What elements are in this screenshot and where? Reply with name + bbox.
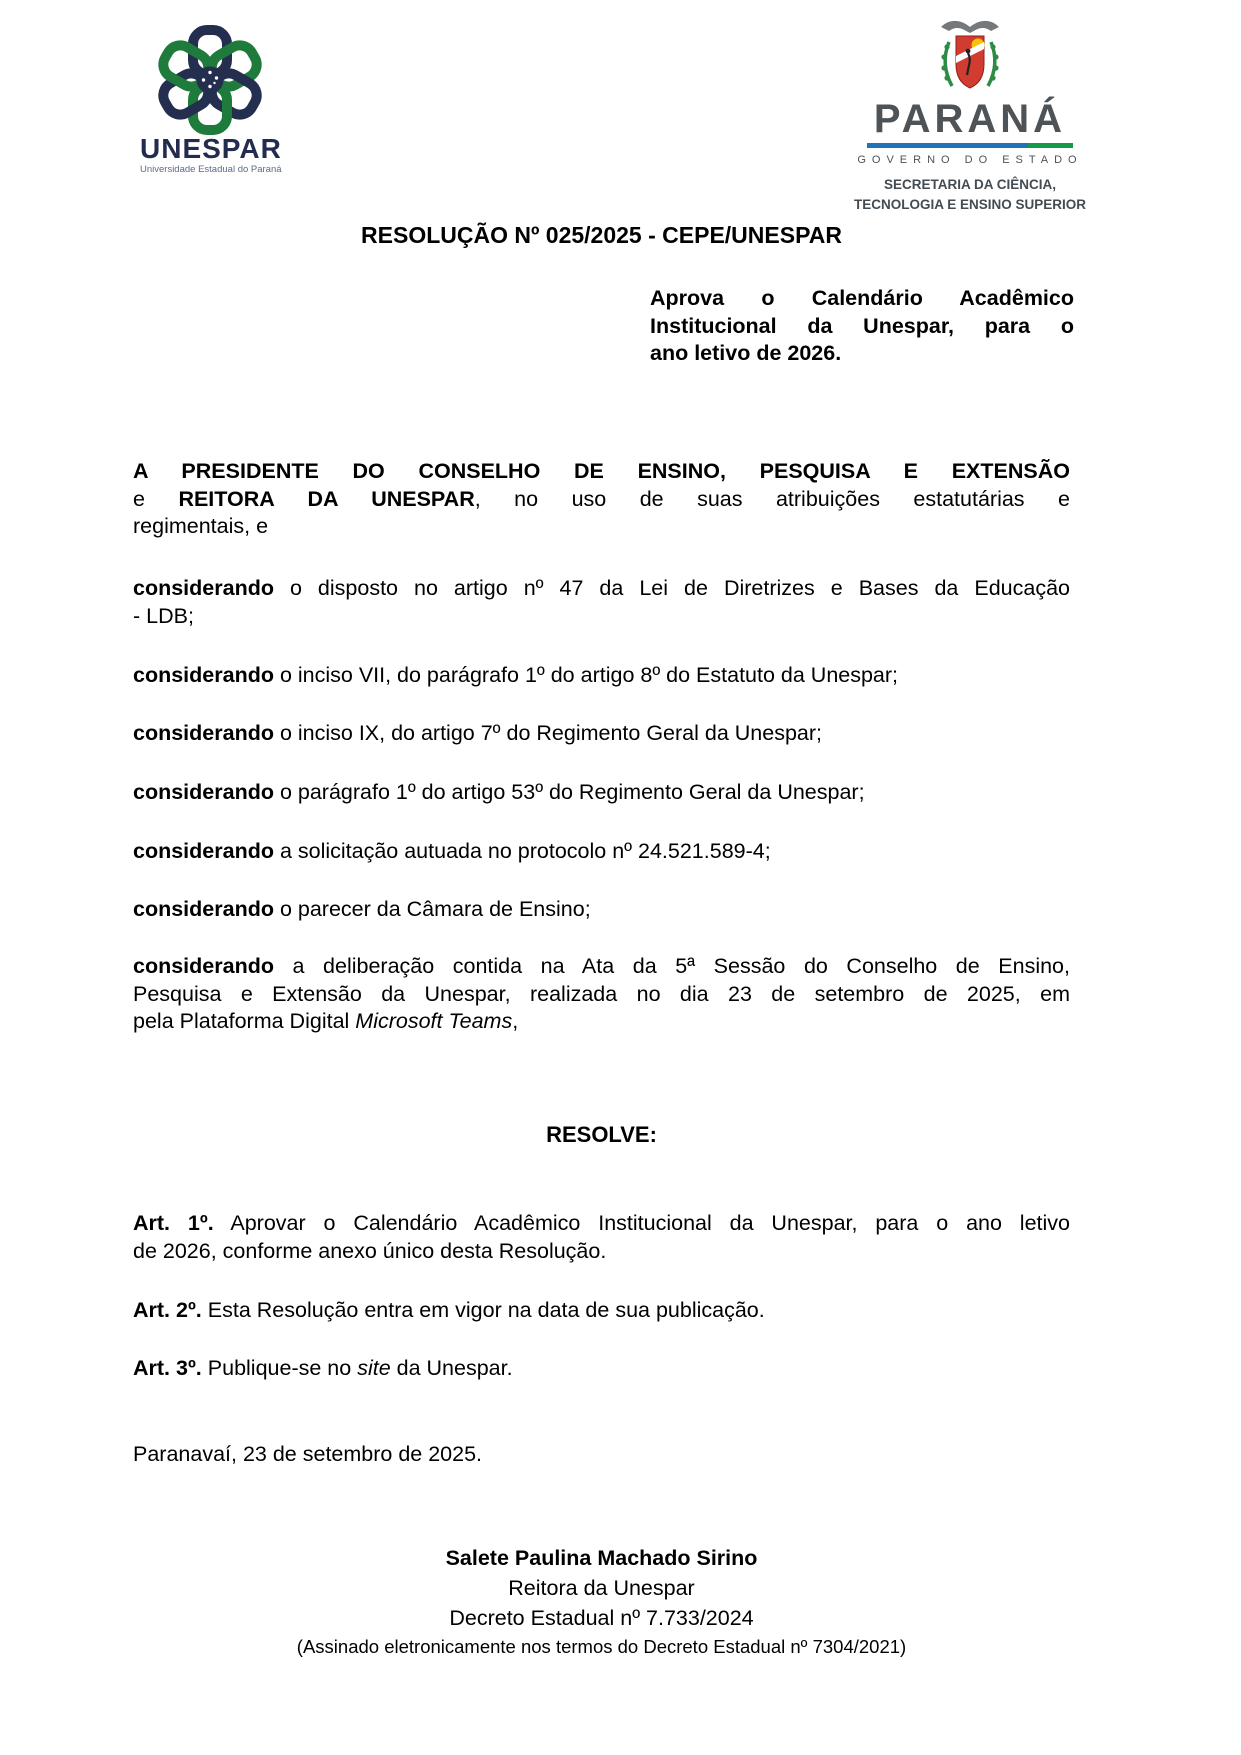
- resolution-title: RESOLUÇÃO Nº 025/2025 - CEPE/UNESPAR: [361, 222, 842, 248]
- consideration-paragraph-3: considerando o inciso IX, do artigo 7º do Regimento Geral da Unespar;: [133, 721, 823, 745]
- article-3-paragraph: Art. 3º. Publique-se no site da Unespar.: [133, 1356, 513, 1380]
- resolve-heading: RESOLVE:: [546, 1122, 657, 1147]
- parana-logo: [845, 16, 1095, 215]
- parana-logo-name: PARANÁ: [873, 97, 1067, 141]
- bar-blue-segment: [867, 143, 1028, 148]
- signature-block: [133, 1543, 1070, 1661]
- preamble-paragraph: A PRESIDENTE DO CONSELHO DE ENSINO, PESQUISA E EXTENSÃO e REITORA DA UNESPAR, no uso de suas atribuições estatutárias e regimentais, e: [133, 459, 1070, 538]
- signer-role: Reitora da Unespar: [508, 1576, 695, 1600]
- article-2-paragraph: Art. 2º. Esta Resolução entra em vigor na data de sua publicação.: [133, 1298, 765, 1322]
- bar-green-segment: [1028, 143, 1073, 148]
- parana-logo-bar: [867, 143, 1073, 148]
- unespar-flower-icon: [150, 24, 270, 136]
- consideration-paragraph-1: considerando o disposto no artigo nº 47 da Lei de Diretrizes e Bases da Educação - LDB;: [133, 576, 1070, 628]
- unespar-logo: [140, 24, 280, 175]
- signer-decree: Decreto Estadual nº 7.733/2024: [449, 1606, 754, 1630]
- secretariat-line-1: SECRETARIA DA CIÊNCIA,: [883, 177, 1056, 192]
- unespar-logo-name: UNESPAR: [140, 133, 282, 164]
- consideration-paragraph-7: considerando a deliberação contida na Ata da 5ª Sessão do Conselho de Ensino, Pesquisa e Extensão da Unespar, realizada no dia 23 de setembro de 2025, em pela Plataforma Digital Microsoft Teams,: [133, 954, 1070, 1033]
- consideration-paragraph-6: considerando o parecer da Câmara de Ensino;: [133, 897, 591, 921]
- secretariat-line-2: TECNOLOGIA E ENSINO SUPERIOR: [853, 197, 1087, 212]
- consideration-paragraph-5: considerando a solicitação autuada no protocolo nº 24.521.589-4;: [133, 839, 771, 863]
- secretariat-title: [845, 175, 1095, 215]
- consideration-paragraph-2: considerando o inciso VII, do parágrafo 1º do artigo 8º do Estatuto da Unespar;: [133, 663, 899, 687]
- epigraph: Aprova o Calendário Acadêmico Institucional da Unespar, para o ano letivo de 2026.: [650, 286, 1074, 365]
- unespar-logo-subtitle: Universidade Estadual do Paraná: [140, 164, 282, 175]
- parana-coat-of-arms-icon: [937, 16, 1003, 96]
- consideration-paragraph-4: considerando o parágrafo 1º do artigo 53º do Regimento Geral da Unespar;: [133, 780, 865, 804]
- parana-logo-government: GOVERNO DO ESTADO: [857, 154, 1083, 166]
- place-date: Paranavaí, 23 de setembro de 2025.: [133, 1442, 483, 1466]
- article-1-paragraph: Art. 1º. Aprovar o Calendário Acadêmico Institucional da Unespar, para o ano letivo de 2026, conforme anexo único desta Resolução.: [133, 1211, 1070, 1263]
- signer-name: Salete Paulina Machado Sirino: [445, 1546, 758, 1570]
- electronic-signature-note: (Assinado eletronicamente nos termos do Decreto Estadual nº 7304/2021): [296, 1636, 907, 1657]
